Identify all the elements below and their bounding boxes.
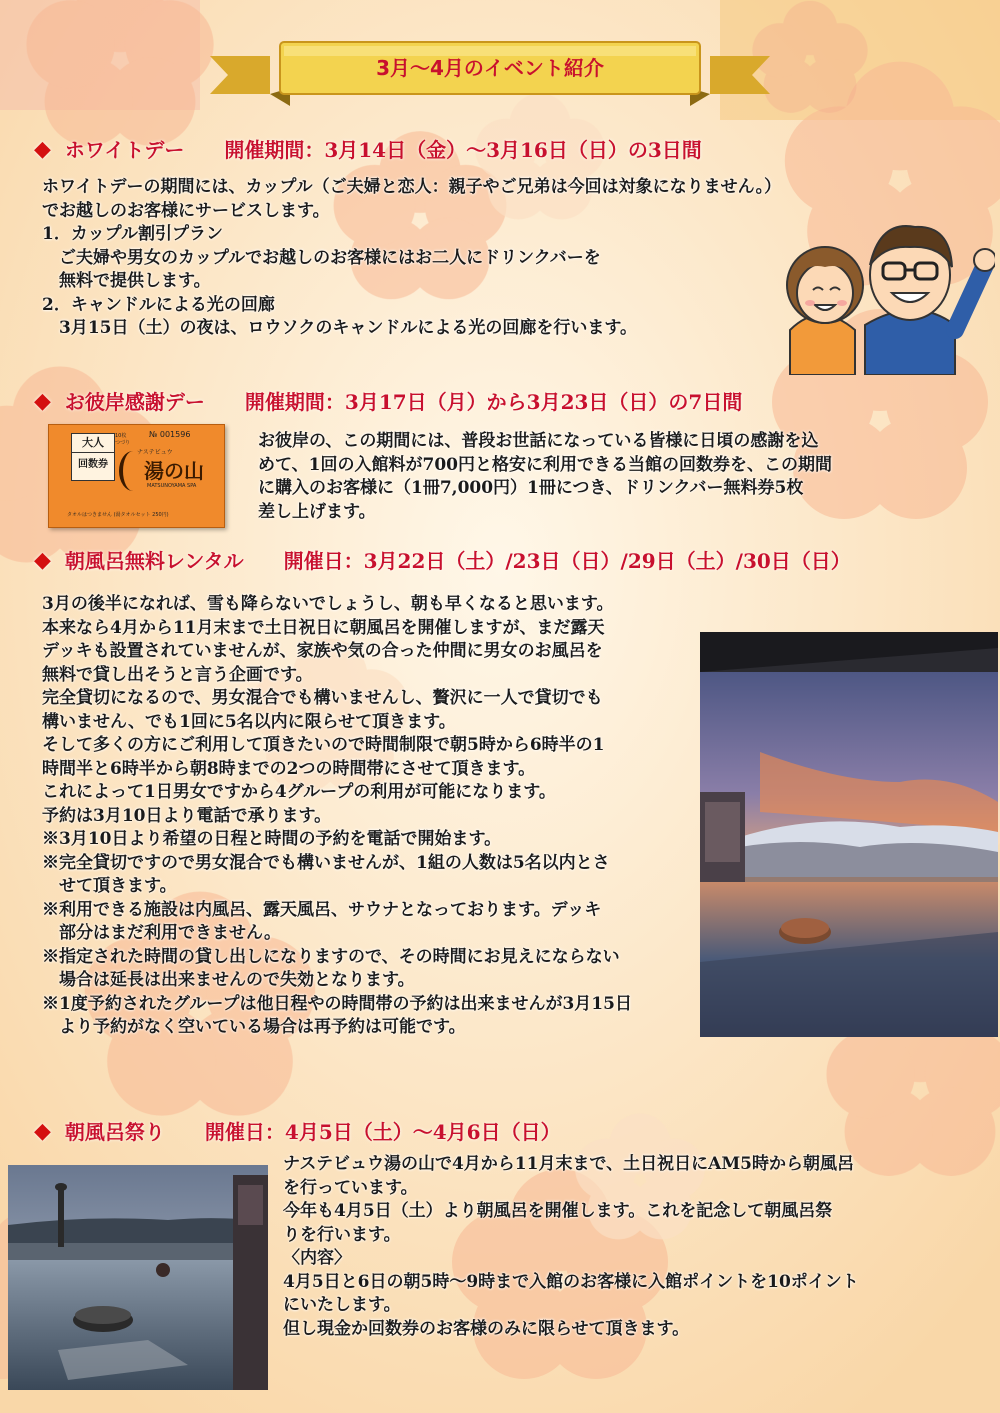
section-body-white-day	[42, 176, 781, 341]
section-period: 開催期間：3月14日（金）～3月16日（日）の3日間	[224, 138, 702, 162]
section-body-higan	[258, 430, 832, 524]
body-line: より予約がなく空いている場合は再予約は可能です。	[42, 1017, 466, 1037]
ticket-brand-kana: ナステビュウ	[137, 449, 173, 456]
ticket-side-note: 10枚 つづり	[115, 433, 131, 446]
sunrise-onsen-photo	[700, 632, 998, 1037]
body-line: 構いません、でも1回に5名以内に限らせて頂きます。	[42, 711, 456, 732]
body-line: めて、1回の入館料が700円と格安に利用できる当館の回数券を、この期間	[258, 454, 832, 475]
body-line: ※指定された時間の貸し出しになりますので、その時間にお見えにならない	[42, 946, 620, 967]
ticket-label-box	[71, 433, 115, 481]
body-line: 部分はまだ利用できません。	[42, 923, 282, 943]
section-period: 開催日：4月5日（土）～4月6日（日）	[204, 1120, 561, 1144]
body-line: デッキも設置されていませんが、家族や気の合った仲間に男女のお風呂を	[42, 641, 603, 661]
ticket-label-top: 大人	[72, 434, 114, 453]
section-heading-higan	[34, 386, 742, 415]
body-line: ※利用できる施設は内風呂、露天風呂、サウナとなっております。デッキ	[42, 899, 602, 920]
section-period: 開催日：3月22日（土）/23日（日）/29日（土）/30日（日）	[283, 549, 851, 573]
section-title: お彼岸感謝デー	[64, 390, 205, 414]
ticket-brand-en: MATSUNOYAMA SPA	[147, 483, 197, 489]
body-line: 差し上げます。	[258, 501, 376, 522]
body-line: そして多くの方にご利用して頂きたいので時間制限で朝5時から6時半の1	[42, 735, 605, 755]
body-line: でお越しのお客様にサービスします。	[42, 200, 330, 221]
section-title: 朝風呂祭り	[64, 1120, 165, 1144]
section-body-asaburo-rental	[42, 593, 632, 1040]
body-line: 本来なら4月から11月末まで土日祝日に朝風呂を開催しますが、まだ露天	[42, 617, 605, 638]
body-line: 場合は延長は出来ませんので失効となります。	[42, 970, 415, 990]
section-title: 朝風呂無料レンタル	[64, 549, 244, 573]
body-line: 3月の後半になれば、雪も降らないでしょうし、朝も早くなると思います。	[42, 594, 614, 614]
body-line: 1．カップル割引プラン	[42, 224, 223, 244]
ticket-brand: 湯の山	[144, 459, 204, 483]
section-title: ホワイトデー	[64, 138, 185, 162]
body-line: 但し現金か回数券のお客様のみに限らせて頂きます。	[283, 1318, 690, 1339]
body-line: 〈内容〉	[283, 1248, 351, 1268]
body-line: に購入のお客様に（1冊7,000円）1冊につき、ドリンクバー無料券5枚	[258, 478, 804, 498]
body-line: 完全貸切になるので、男女混合でも構いませんし、贅沢に一人で貸切でも	[42, 688, 603, 708]
morning-onsen-photo	[8, 1165, 268, 1390]
body-line: 今年も4月5日（土）より朝風呂を開催します。これを記念して朝風呂祭	[283, 1201, 833, 1221]
body-line: 無料で貸し出そうと言う企画です。	[42, 664, 313, 685]
body-line: りを行います。	[283, 1224, 401, 1245]
ticket-small-note: タオルはつきません (湯タオルセット 250円)	[67, 512, 169, 518]
page-title: 3月～4月のイベント紹介	[376, 56, 604, 80]
diamond-marker-icon: ◆	[34, 135, 51, 162]
diamond-marker-icon: ◆	[34, 546, 51, 573]
body-line: ※1度予約されたグループは他日程やの時間帯の予約は出来ませんが3月15日	[42, 993, 632, 1014]
body-line: ホワイトデーの期間には、カップル（ご夫婦と恋人：親子やご兄弟は今回は対象になりません。）	[42, 177, 782, 197]
ticket-number: № 001596	[149, 430, 191, 439]
body-line: ナステビュウ湯の山で4月から11月末まで、土日祝日にAM5時から朝風呂	[283, 1154, 854, 1174]
section-heading-asaburo-festival	[34, 1116, 561, 1145]
body-line: 無料で提供します。	[42, 271, 211, 291]
ticket-label-bottom: 回数券	[78, 459, 108, 470]
coupon-ticket-image	[48, 424, 225, 528]
body-line: ※3月10日より希望の日程と時間の予約を電話で開始ます。	[42, 829, 502, 849]
section-period: 開催期間：3月17日（月）から3月23日（日）の7日間	[244, 390, 743, 414]
body-line: 予約は3月10日より電話で承ります。	[42, 805, 332, 826]
section-heading-asaburo-rental	[34, 545, 851, 574]
body-line: 4月5日と6日の朝5時～9時まで入館のお客様に入館ポイントを10ポイント	[283, 1271, 859, 1292]
diamond-marker-icon: ◆	[34, 1117, 51, 1144]
body-line: にいたします。	[283, 1295, 401, 1315]
body-line: 時間半と6時半から朝8時までの2つの時間帯にさせて頂きます。	[42, 758, 536, 779]
body-line: 2．キャンドルによる光の回廊	[42, 294, 275, 315]
body-line: ※完全貸切ですので男女混合でも構いませんが、1組の人数は5名以内とさ	[42, 852, 610, 873]
body-line: せて頂きます。	[42, 876, 177, 896]
body-line: ご夫婦や男女のカップルでお越しのお客様にはお二人にドリンクバーを	[42, 247, 601, 268]
ticket-swoosh-icon	[119, 451, 147, 491]
body-line: 3月15日（土）の夜は、ロウソクのキャンドルによる光の回廊を行います。	[42, 318, 637, 338]
body-line: これによって1日男女ですから4グループの利用が可能になります。	[42, 782, 556, 802]
body-line: お彼岸の、この期間には、普段お世話になっている皆様に日頃の感謝を込	[258, 431, 819, 451]
section-heading-white-day	[34, 134, 702, 163]
section-body-asaburo-festival	[283, 1153, 859, 1341]
diamond-marker-icon: ◆	[34, 387, 51, 414]
couple-illustration	[780, 205, 995, 375]
body-line: を行っています。	[283, 1177, 418, 1198]
